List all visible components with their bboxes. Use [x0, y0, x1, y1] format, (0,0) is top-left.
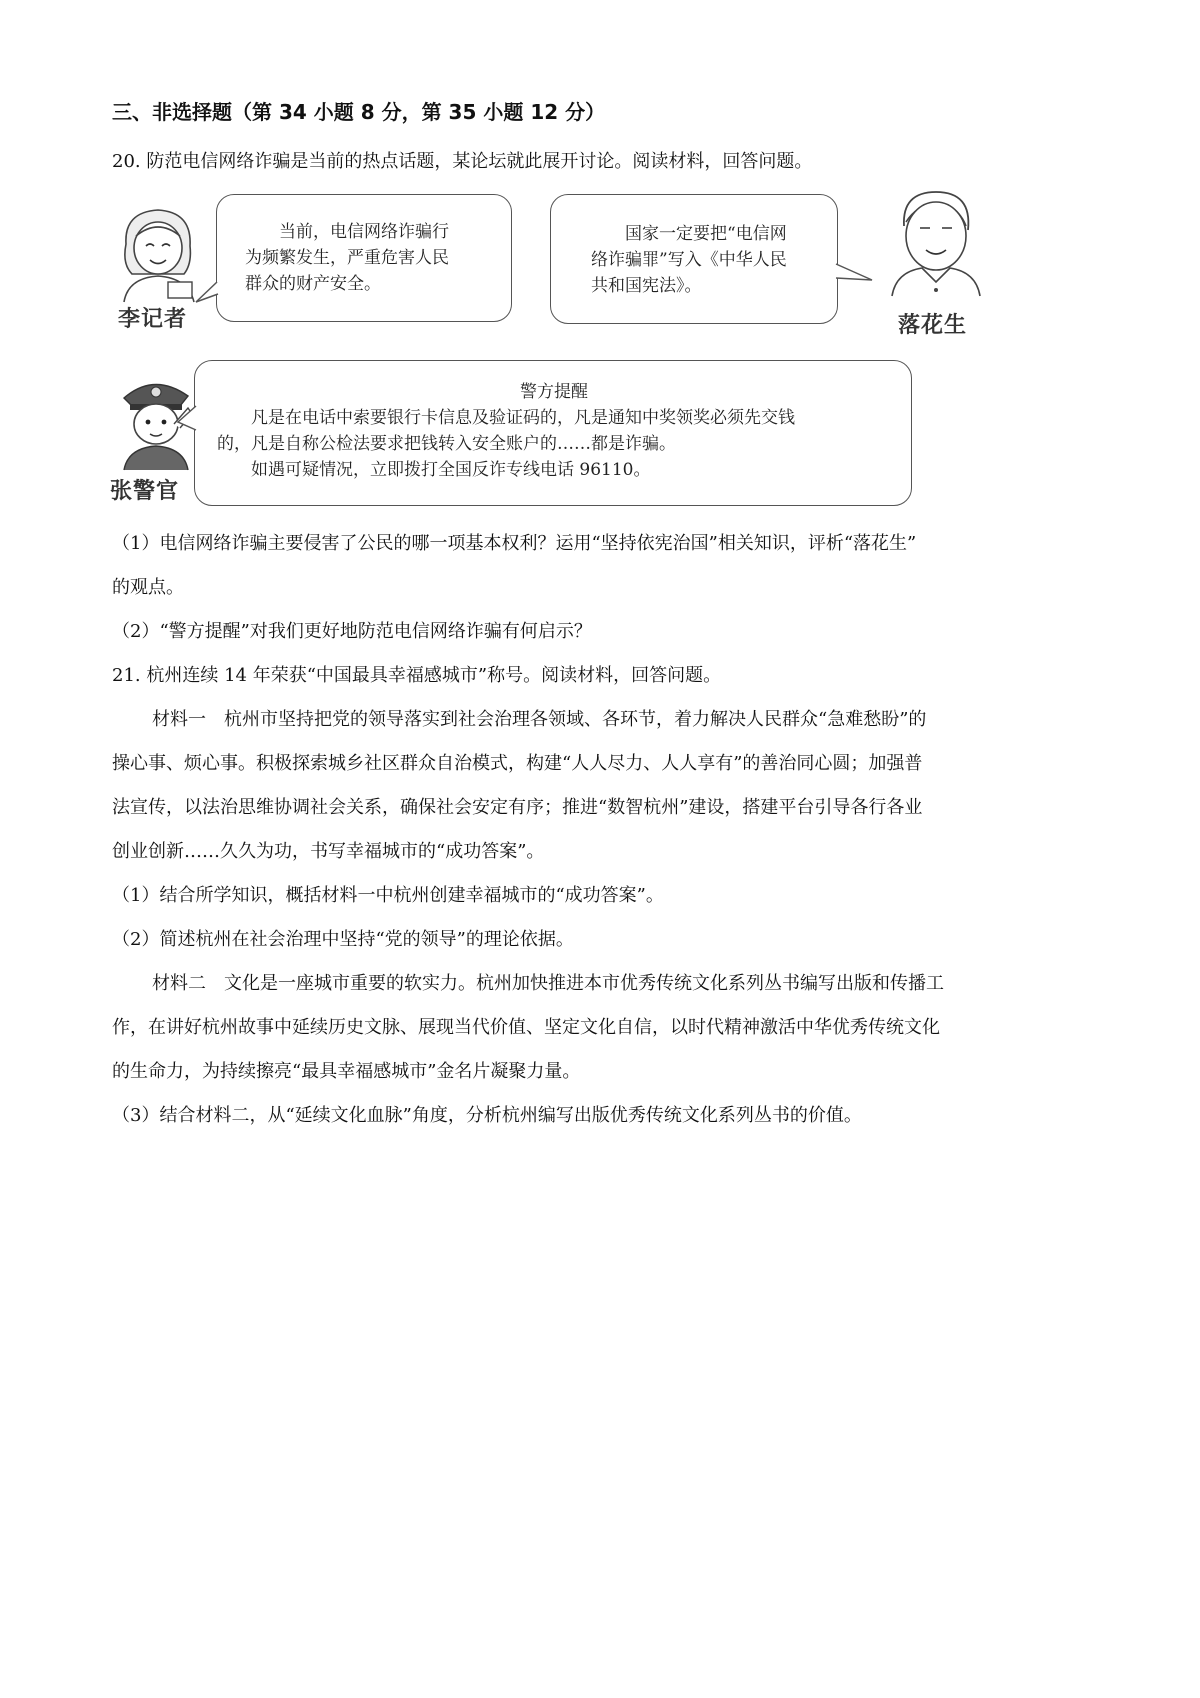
police-name: 张警官	[110, 478, 180, 504]
q20-subquestion-2: （2）“警方提醒”对我们更好地防范电信网络诈骗有何启示？	[112, 621, 592, 642]
reporter-name: 李记者	[118, 306, 188, 332]
reporter-speech-line: 群众的财产安全。	[245, 274, 381, 294]
q20-subquestion-1-line2: 的观点。	[112, 577, 184, 598]
q21-material1-line: 材料一 杭州市坚持把党的领导落实到社会治理各领域、各环节，着力解决人民群众“急难愁盼”的	[152, 709, 927, 730]
q21-stem: 21. 杭州连续 14 年荣获“中国最具幸福感城市”称号。阅读材料，回答问题。	[112, 665, 722, 686]
reporter-speech-line: 当前，电信网络诈骗行	[279, 222, 449, 242]
luohuasheng-speech-line: 共和国宪法》。	[591, 276, 702, 296]
luohuasheng-speech-line: 国家一定要把“电信网	[625, 224, 787, 244]
reporter-speech-line: 为频繁发生，严重危害人民	[245, 248, 449, 268]
q21-material2-line: 作，在讲好杭州故事中延续历史文脉、展现当代价值、坚定文化自信，以时代精神激活中华优秀传统文化	[112, 1017, 940, 1038]
police-bubble-tail	[176, 404, 198, 434]
q21-material2-line: 的生命力，为持续擦亮“最具幸福感城市”金名片凝聚力量。	[112, 1061, 581, 1082]
police-reminder-line: 的，凡是自称公检法要求把钱转入安全账户的……都是诈骗。	[217, 434, 676, 454]
luohuasheng-bubble-tail	[834, 262, 874, 288]
q21-material2-line: 材料二 文化是一座城市重要的软实力。杭州加快推进本市优秀传统文化系列丛书编写出版和传播工	[152, 973, 944, 994]
police-reminder-box	[194, 360, 912, 506]
police-reminder-line: 凡是在电话中索要银行卡信息及验证码的，凡是通知中奖领奖必须先交钱	[251, 408, 795, 428]
reporter-bubble-tail	[194, 280, 220, 308]
q21-subquestion-1: （1）结合所学知识，概括材料一中杭州创建幸福城市的“成功答案”。	[112, 885, 664, 906]
q21-material1-line: 法宣传，以法治思维协调社会关系，确保社会安定有序；推进“数智杭州”建设，搭建平台引导各行各业	[112, 797, 923, 818]
section-title: 三、非选择题（第 34 小题 8 分，第 35 小题 12 分）	[112, 100, 606, 124]
q21-material1-line: 操心事、烦心事。积极探索城乡社区群众自治模式，构建“人人尽力、人人享有”的善治同心圆；加强普	[112, 753, 923, 774]
q21-subquestion-3: （3）结合材料二，从“延续文化血脉”角度，分析杭州编写出版优秀传统文化系列丛书的价值。	[112, 1105, 862, 1126]
q21-subquestion-2: （2）简述杭州在社会治理中坚持“党的领导”的理论依据。	[112, 929, 574, 950]
luohuasheng-speech-bubble	[550, 194, 838, 324]
q20-stem: 20. 防范电信网络诈骗是当前的热点话题，某论坛就此展开讨论。阅读材料，回答问题。	[112, 151, 813, 172]
police-reminder-title: 警方提醒	[520, 382, 588, 402]
luohuasheng-illustration	[880, 186, 990, 298]
reporter-speech-bubble	[216, 194, 512, 322]
q21-material1-line: 创业创新……久久为功，书写幸福城市的“成功答案”。	[112, 841, 545, 862]
q20-subquestion-1-line1: （1）电信网络诈骗主要侵害了公民的哪一项基本权利？运用“坚持依宪治国”相关知识，评析“落花生”	[112, 533, 917, 554]
luohuasheng-speech-line: 络诈骗罪”写入《中华人民	[591, 250, 787, 270]
luohuasheng-name: 落花生	[898, 312, 968, 338]
police-reminder-line: 如遇可疑情况，立即拨打全国反诈专线电话 96110。	[251, 460, 651, 480]
